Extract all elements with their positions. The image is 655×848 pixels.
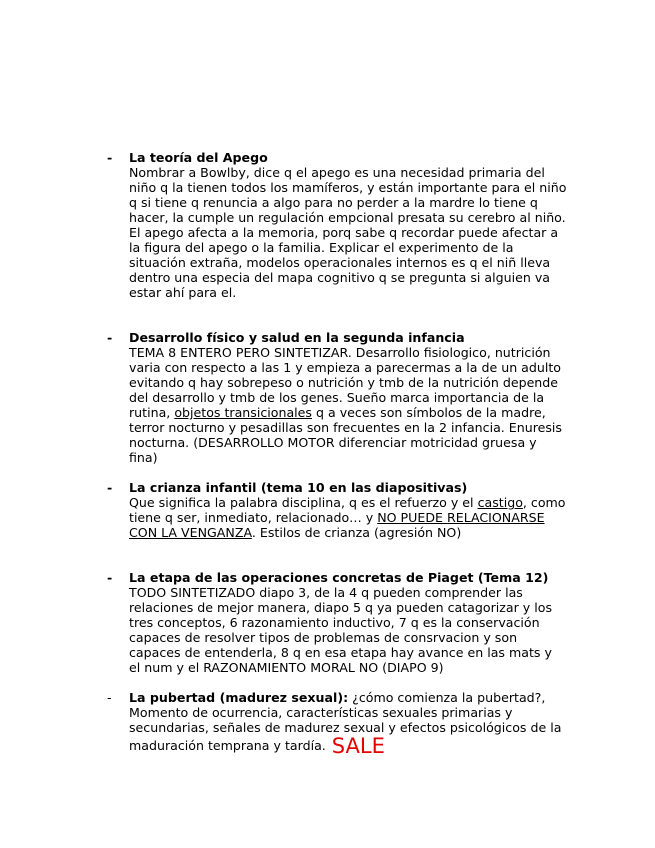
section-crianza xyxy=(107,480,567,540)
paragraph xyxy=(129,345,567,465)
text-run: ¿cómo comienza la pubertad?, Momento de ocurrencia, características sexuales primarias y secundarias, señales de madurez sexual y efectos psicológicos de la maduración temprana y tardía. xyxy=(129,690,562,753)
section-title: Desarrollo físico y salud en la segunda infancia xyxy=(129,330,465,345)
paragraph: TODO SINTETIZADO diapo 3, de la 4 q pueden comprender las relaciones de mejor manera, diapo 5 q ya pueden catagorizar y los tres conceptos, 6 razonamiento inductivo, 7 q es la conservación capaces de resolver tipos de problemas de consrvacion y son capaces de entenderla, 8 q en esa etapa hay avance en las mats y el num y el RAZONAMIENTO MORAL NO (DIAPO 9) xyxy=(129,585,553,675)
section-title: La teoría del Apego xyxy=(129,150,268,165)
section-title: La pubertad (madurez sexual): xyxy=(129,690,349,705)
section-desarrollo-fisico xyxy=(107,330,567,465)
paragraph: El apego afecta a la memoria, porq sabe q recordar puede afectar a la figura del apego o la familia. Explicar el experimento de la situación extraña, modelos operacionales internos es q el niñ lleva dentro una especia del mapa cognitivo q se pregunta si alguien va estar ahí para el. xyxy=(129,225,559,300)
section-piaget xyxy=(107,570,567,675)
section-apego xyxy=(107,150,567,300)
text-run: q a veces son símbolos de la madre, terror nocturno y pesadillas son frecuentes en la 2 infancia. Enuresis nocturna. (DESARROLLO MOTOR diferenciar motricidad gruesa y fina) xyxy=(129,405,562,465)
text-run: . Estilos de crianza (agresión NO) xyxy=(251,525,462,540)
section-title: La crianza infantil (tema 10 en las diapositivas) xyxy=(129,480,468,495)
section-title: La etapa de las operaciones concretas de Piaget (Tema 12) xyxy=(129,570,549,585)
text-run: TEMA 8 ENTERO PERO SINTETIZAR. Desarrollo fisiologico, nutrición varia con respecto a las 1 y empieza a parecermas a la de un adulto evitando q hay sobrepeso o nutrición y tmb de la nutrición depende del desarrollo y tmb de los genes. Sueño marca importancia de la rutina, xyxy=(129,345,562,420)
text-run: , como tiene q ser, inmediato, relacionado… y xyxy=(129,495,566,525)
bullet: - xyxy=(107,330,113,345)
underlined-term: castigo xyxy=(477,495,523,510)
underlined-term: objetos transicionales xyxy=(174,405,312,420)
text-run: Que significa la palabra disciplina, q es el refuerzo y el xyxy=(129,495,478,510)
paragraph xyxy=(129,495,567,540)
bullet: - xyxy=(107,690,112,705)
section-pubertad xyxy=(107,690,567,757)
bullet: - xyxy=(107,480,113,495)
underlined-term: NO PUEDE RELACIONARSE CON LA VENGANZA xyxy=(129,510,545,540)
paragraph: Nombrar a Bowlby, dice q el apego es una necesidad primaria del niño q la tienen todos los mamíferos, y están importante para el niño q si tiene q renuncia a algo para no perder a la mardre lo tiene q hacer, la cumple un regulación empcional presata su cerebro al niño. xyxy=(129,165,567,225)
sale-tag: SALE xyxy=(331,734,385,758)
paragraph xyxy=(129,690,567,757)
bullet: - xyxy=(107,570,113,585)
bullet: - xyxy=(107,150,113,165)
